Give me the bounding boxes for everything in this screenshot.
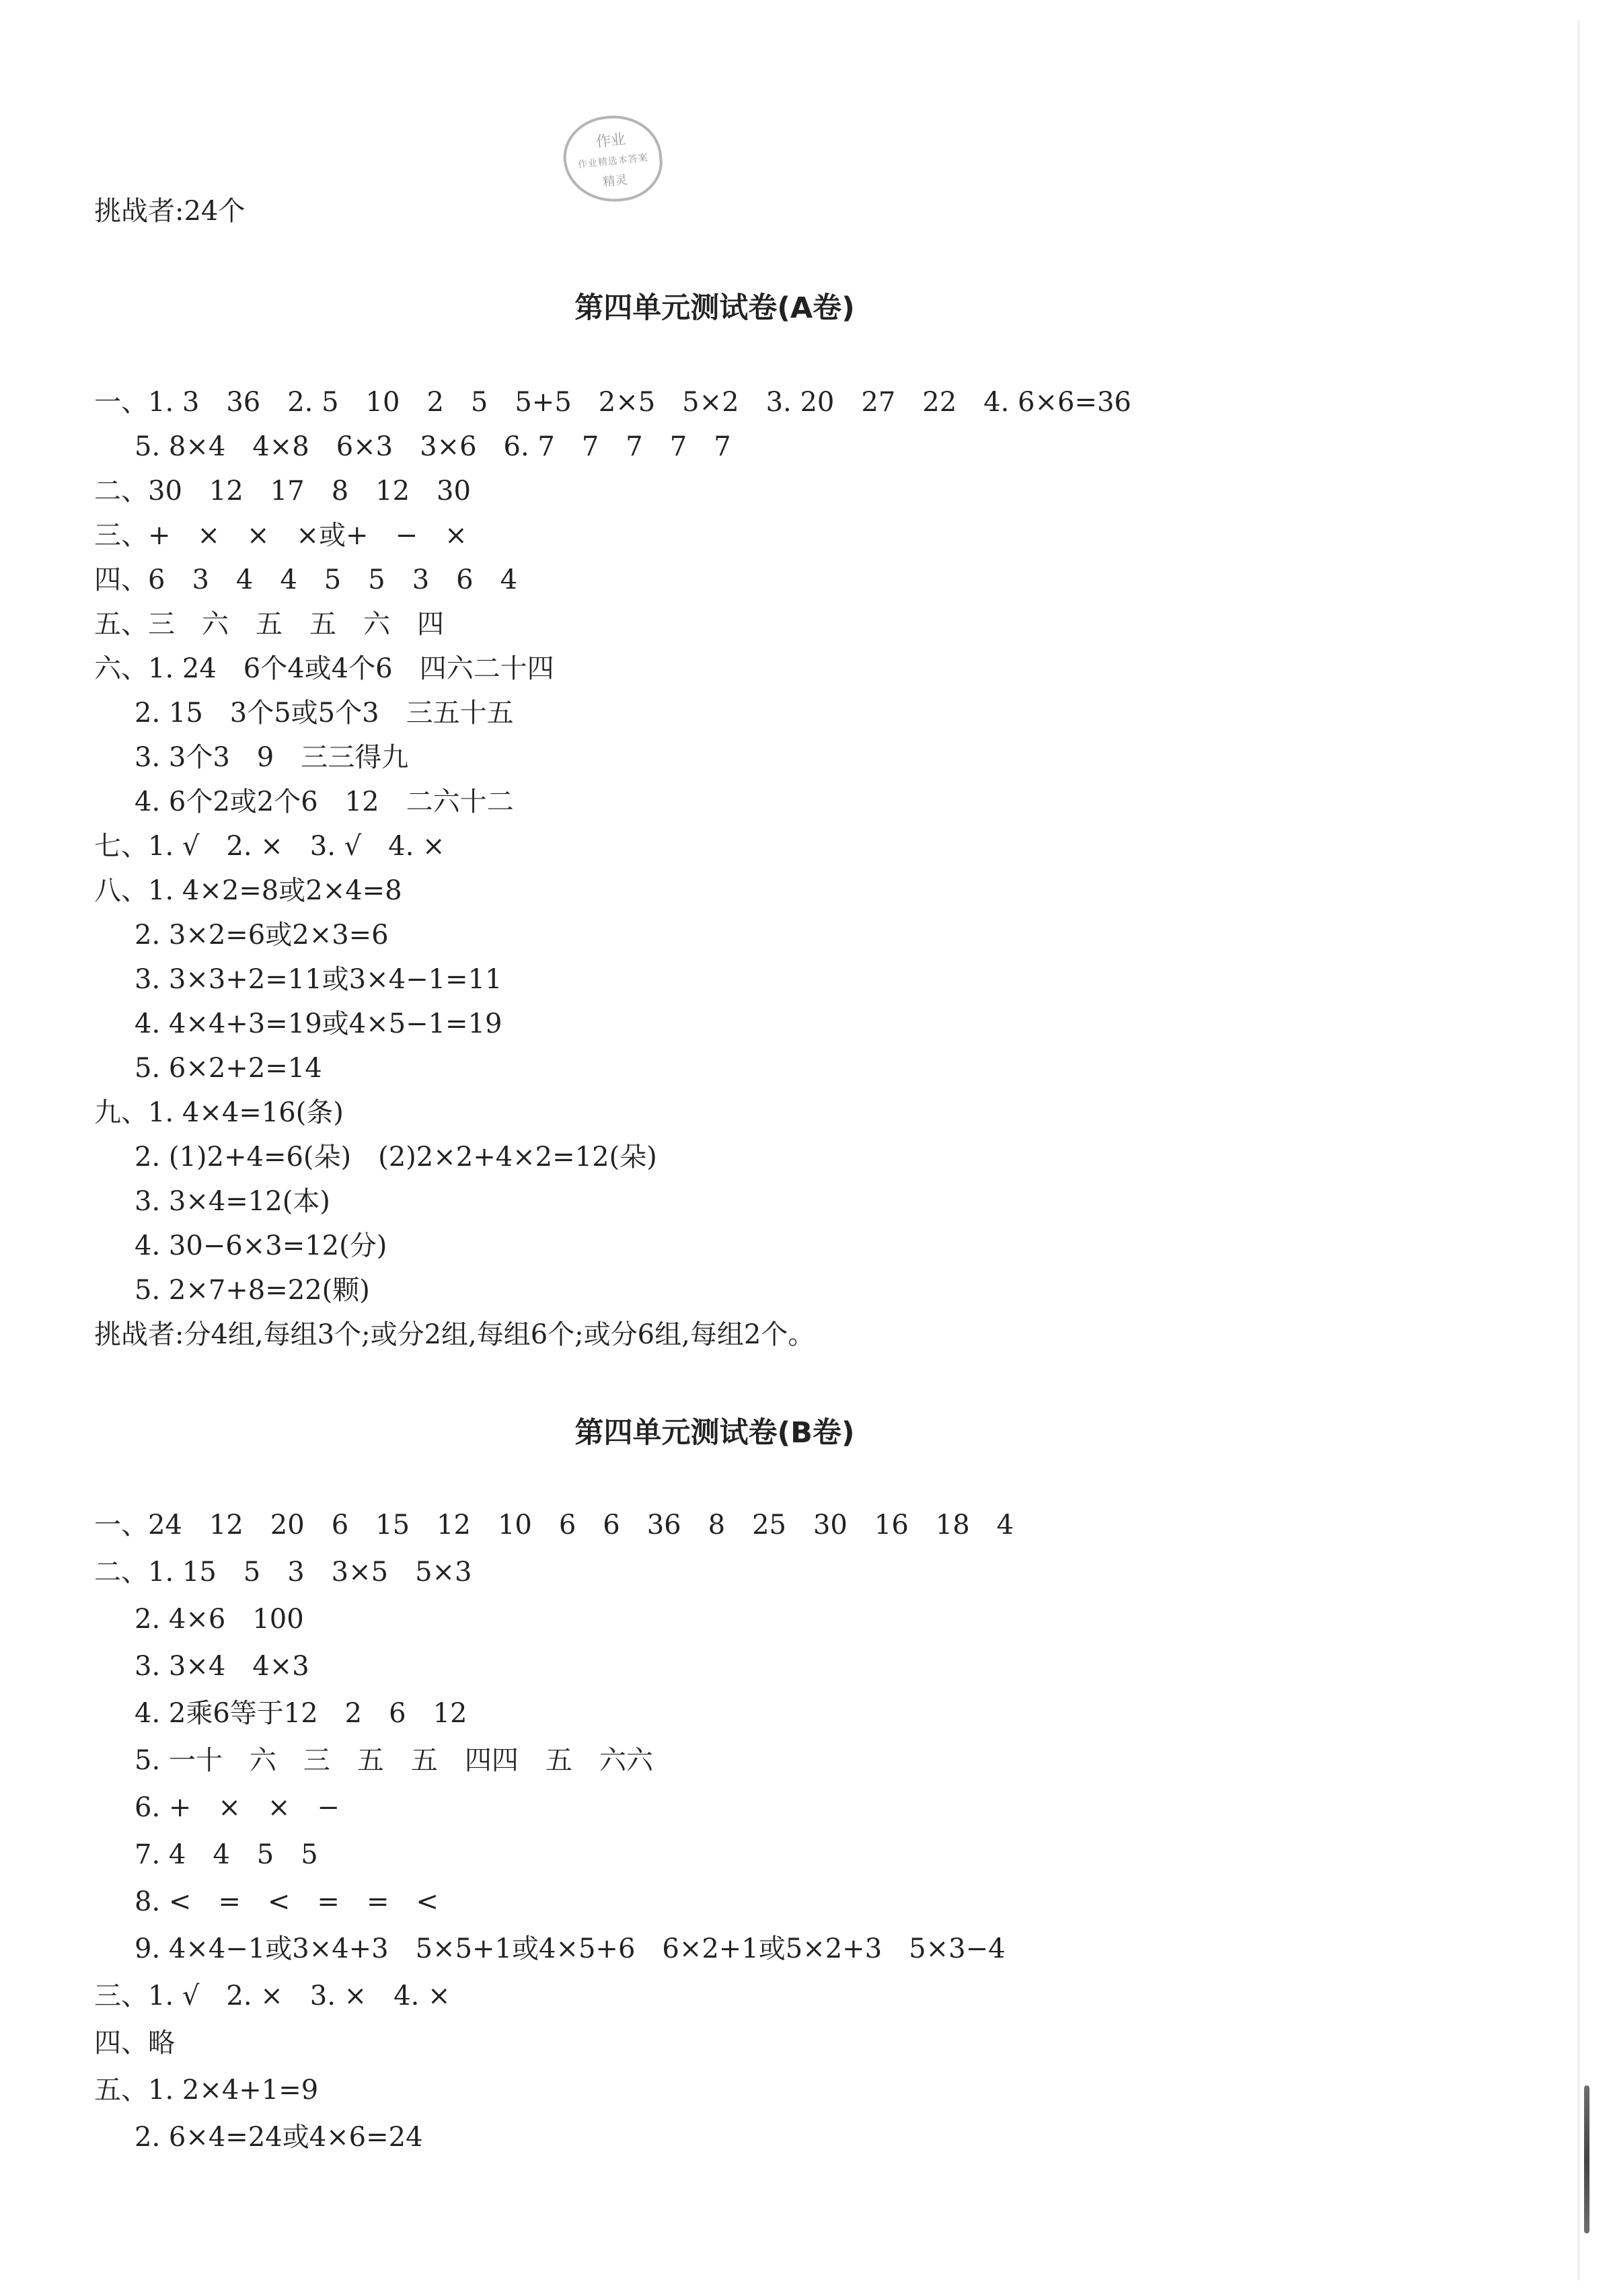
answer-line: 4. 2乘6等于12 2 6 12 — [135, 1698, 467, 1729]
answer-line: 5. 6×2+2=14 — [135, 1053, 322, 1084]
answer-line: 一、24 12 20 6 15 12 10 6 6 36 8 25 30 16 18 4 — [94, 1510, 1014, 1541]
answer-line: 4. 6个2或2个6 12 二六十二 — [135, 786, 514, 817]
answer-line: 5. 一十 六 三 五 五 四四 五 六六 — [135, 1745, 653, 1776]
answer-line: 七、1. √ 2. × 3. √ 4. × — [94, 831, 445, 862]
stamp-line-1: 作业 — [595, 131, 627, 151]
top-challenge: 挑战者:24个 — [94, 196, 246, 227]
answer-line: 4. 4×4+3=19或4×5−1=19 — [135, 1008, 502, 1039]
answer-line: 挑战者:分4组,每组3个;或分2组,每组6个;或分6组,每组2个。 — [94, 1319, 815, 1350]
answer-line: 4. 30−6×3=12(分) — [135, 1230, 387, 1261]
answer-stamp — [560, 111, 667, 207]
answer-line: 2. 3×2=6或2×3=6 — [135, 920, 389, 951]
answer-line: 二、30 12 17 8 12 30 — [94, 476, 471, 507]
answer-line: 7. 4 4 5 5 — [135, 1839, 318, 1870]
answer-line: 5. 8×4 4×8 6×3 3×6 6. 7 7 7 7 7 — [135, 431, 731, 462]
answer-line: 三、1. √ 2. × 3. × 4. × — [94, 1980, 451, 2011]
answer-line: 四、略 — [94, 2028, 175, 2059]
answer-line: 四、6 3 4 4 5 5 3 6 4 — [94, 564, 518, 595]
answer-line: 五、1. 2×4+1=9 — [94, 2075, 319, 2106]
answer-line: 一、1. 3 36 2. 5 10 2 5 5+5 2×5 5×2 3. 20 27 22 4. 6×6=36 — [94, 387, 1131, 418]
answer-line: 三、+ × × ×或+ − × — [94, 520, 467, 551]
section-b-title: 第四单元测试卷(B卷) — [574, 1416, 855, 1450]
answer-line: 3. 3×4 4×3 — [135, 1651, 309, 1682]
page-edge — [1577, 20, 1580, 2281]
answer-line: 6. + × × − — [135, 1792, 340, 1823]
answer-line: 3. 3个3 9 三三得九 — [135, 742, 409, 773]
answer-line: 八、1. 4×2=8或2×4=8 — [94, 875, 402, 906]
stamp-line-3: 精灵 — [602, 172, 628, 190]
answer-line: 9. 4×4−1或3×4+3 5×5+1或4×5+6 6×2+1或5×2+3 5×3−4 — [135, 1933, 1006, 1964]
answer-line: 六、1. 24 6个4或4个6 四六二十四 — [94, 653, 554, 684]
stamp-line-2: 作业精选本答案 — [577, 152, 649, 171]
answer-line: 3. 3×3+2=11或3×4−1=11 — [135, 964, 502, 995]
answer-line: 九、1. 4×4=16(条) — [94, 1097, 344, 1128]
answer-line: 二、1. 15 5 3 3×5 5×3 — [94, 1557, 472, 1588]
answer-line: 2. 4×6 100 — [135, 1604, 304, 1635]
answer-line: 3. 3×4=12(本) — [135, 1186, 330, 1217]
answer-line: 2. (1)2+4=6(朵) (2)2×2+4×2=12(朵) — [135, 1142, 657, 1173]
section-a-title: 第四单元测试卷(A卷) — [574, 291, 855, 325]
scan-smudge — [1584, 2085, 1589, 2233]
answer-line: 2. 15 3个5或5个3 三五十五 — [135, 698, 514, 729]
answer-line: 2. 6×4=24或4×6=24 — [135, 2122, 423, 2153]
answer-line: 5. 2×7+8=22(颗) — [135, 1275, 370, 1306]
answer-line: 五、三 六 五 五 六 四 — [94, 609, 444, 640]
answer-line: 8. < = < = = < — [135, 1886, 439, 1917]
